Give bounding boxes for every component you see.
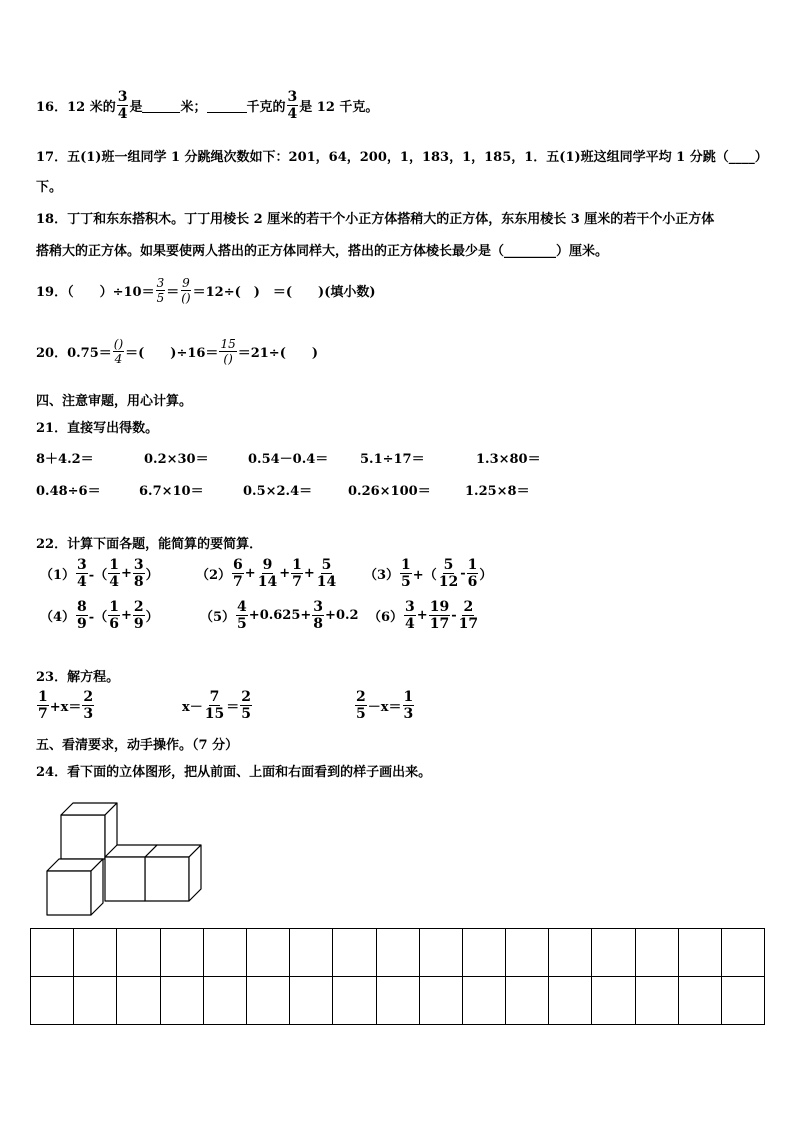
q22-i4-op-2: + [120, 608, 132, 623]
q22-item-3 [364, 558, 492, 589]
q21-r1-c2: 0.2×30＝ [144, 452, 209, 467]
q23-equation-3 [354, 690, 415, 721]
grid-row-1 [31, 929, 765, 977]
q22-i6-op-1: + [416, 608, 428, 623]
q22-i2-frac-4: $\frac{5}{14}$ [316, 557, 337, 590]
grid-cell[interactable] [160, 929, 203, 977]
question-17-line-2: 下。 [36, 180, 63, 195]
grid-cell[interactable] [333, 977, 376, 1025]
q22-i1-op-1: -（ [88, 568, 108, 583]
grid-cell[interactable] [203, 977, 246, 1025]
q22-i5-frac-1: $\frac{4}{5}$ [237, 599, 247, 632]
question-16 [36, 90, 378, 121]
q22-i4-op-1: -（ [88, 610, 108, 625]
q20-text-2: ＝( )÷16＝ [125, 346, 219, 361]
grid-cell[interactable] [246, 977, 289, 1025]
grid-cell[interactable] [419, 977, 462, 1025]
q22-i3-frac-2: $\frac{5}{12}$ [438, 557, 459, 590]
q23-e2-frac-2: $\frac{2}{5}$ [241, 689, 252, 722]
q22-i1-frac-2: $\frac{1}{4}$ [109, 557, 119, 590]
grid-cell[interactable] [635, 929, 678, 977]
grid-cell[interactable] [203, 929, 246, 977]
q22-i3-op-2: - [460, 566, 466, 581]
grid-row-2 [31, 977, 765, 1025]
q22-item-2-label: （2） [196, 568, 232, 583]
q23-e2-text: x－ [182, 700, 203, 715]
cube-r1-front [105, 857, 145, 901]
q16-text-2: 是 [129, 100, 143, 115]
q16-blank-2[interactable] [207, 98, 247, 113]
grid-cell[interactable] [549, 929, 592, 977]
q16-text-4: 千克的 [246, 100, 286, 115]
q20-fraction-1: $\frac{()}{4}$ [113, 337, 124, 366]
q16-text-3: 米； [180, 100, 207, 115]
q22-i4-frac-2: $\frac{1}{6}$ [109, 599, 119, 632]
grid-cell[interactable] [376, 929, 419, 977]
q22-i3-op-1: +（ [412, 568, 437, 583]
question-19 [36, 277, 376, 304]
grid-cell[interactable] [31, 929, 74, 977]
q22-i5-op-2: +0.2 [325, 608, 359, 623]
q22-i4-frac-3: $\frac{2}{9}$ [133, 599, 144, 632]
q16-fraction-1: $\frac{3}{4}$ [117, 89, 128, 122]
q22-i2-frac-3: $\frac{1}{7}$ [292, 557, 302, 590]
section-5-heading: 五、看清要求，动手操作。（7 分） [36, 738, 239, 753]
question-20 [36, 338, 318, 365]
q21-r1-c4: 5.1÷17＝ [360, 452, 425, 467]
q19-text-1: 19．（ ）÷10＝ [36, 285, 155, 300]
q23-e1-op: +x＝ [49, 700, 82, 715]
q22-item-5-label: （5） [200, 610, 236, 625]
grid-cell[interactable] [117, 977, 160, 1025]
q23-e1-frac-1: $\frac{1}{7}$ [38, 689, 48, 722]
q23-e3-op: －x＝ [367, 700, 402, 715]
grid-cell[interactable] [31, 977, 74, 1025]
q19-fraction-1: $\frac{3}{5}$ [156, 276, 165, 305]
grid-cell[interactable] [722, 929, 765, 977]
q21-r1-c5: 1.3×80＝ [476, 452, 541, 467]
q16-text-5: 是 12 千克。 [299, 100, 379, 115]
grid-cell[interactable] [592, 977, 635, 1025]
q22-i1-op-2: + [120, 566, 132, 581]
grid-cell[interactable] [376, 977, 419, 1025]
q22-i2-frac-2: $\frac{9}{14}$ [257, 557, 278, 590]
grid-cell[interactable] [160, 977, 203, 1025]
q16-blank-1[interactable] [142, 98, 180, 113]
q20-text-1: 20．0.75＝ [36, 346, 112, 361]
cube-front-front [47, 871, 91, 915]
grid-cell[interactable] [74, 977, 117, 1025]
q21-r1-c1: 8＋4.2＝ [36, 452, 94, 467]
question-21-title: 21．直接写出得数。 [36, 421, 159, 436]
q23-e3-frac-2: $\frac{1}{3}$ [403, 689, 414, 722]
question-17-line-1: 17．五(1)班一组同学 1 分跳绳次数如下：201，64，200，1，183，1，185，1．五(1)班这组同学平均 1 分跳（____） [36, 150, 768, 165]
q22-i3-op-3: ） [479, 568, 493, 583]
q22-i3-frac-3: $\frac{1}{6}$ [467, 557, 478, 590]
question-18-line-2: 搭稍大的正方体。如果要使两人搭出的正方体同样大，搭出的正方体棱长最少是（________）厘米。 [36, 244, 609, 259]
q21-r2-c4: 0.26×100＝ [348, 484, 431, 499]
q22-item-3-label: （3） [364, 568, 400, 583]
grid-cell[interactable] [678, 929, 721, 977]
grid-cell[interactable] [246, 929, 289, 977]
q21-r1-c3: 0.54－0.4＝ [248, 452, 329, 467]
q19-text-2: ＝ [166, 285, 180, 300]
grid-cell[interactable] [74, 929, 117, 977]
question-22-title: 22．计算下面各题，能简算的要简算． [36, 537, 263, 552]
cube-figure [40, 790, 220, 920]
q23-e2-frac-1: $\frac{7}{15}$ [204, 689, 225, 722]
grid-cell[interactable] [333, 929, 376, 977]
q19-fraction-2: $\frac{9}{()}$ [181, 276, 191, 305]
question-23-title: 23．解方程。 [36, 670, 120, 685]
q22-item-1-label: （1） [40, 568, 76, 583]
grid-cell[interactable] [722, 977, 765, 1025]
q22-i5-frac-2: $\frac{3}{8}$ [313, 599, 324, 632]
q21-r2-c1: 0.48÷6＝ [36, 484, 101, 499]
q23-equation-2 [182, 690, 253, 721]
q22-i2-op-1: + [244, 566, 256, 581]
grid-cell[interactable] [549, 977, 592, 1025]
q22-i2-op-2: + [279, 566, 291, 581]
q22-i6-frac-3: $\frac{2}{17}$ [458, 599, 479, 632]
q22-item-6 [368, 600, 480, 631]
q22-i2-op-3: + [303, 566, 315, 581]
section-4-heading: 四、注意审题，用心计算。 [36, 394, 193, 409]
grid-cell[interactable] [419, 929, 462, 977]
grid-cell[interactable] [592, 929, 635, 977]
q20-text-3: ＝21÷( ) [237, 346, 319, 361]
q21-r2-c3: 0.5×2.4＝ [243, 484, 313, 499]
q22-item-5 [200, 600, 359, 631]
grid-cell[interactable] [506, 929, 549, 977]
grid-cell[interactable] [290, 929, 333, 977]
q21-r2-c5: 1.25×8＝ [465, 484, 530, 499]
q22-i5-op-1: +0.625+ [248, 608, 312, 623]
q22-i6-frac-1: $\frac{3}{4}$ [405, 599, 415, 632]
q22-i4-op-3: ） [145, 610, 159, 625]
q22-i6-op-2: - [451, 608, 457, 623]
q22-i3-frac-1: $\frac{1}{5}$ [401, 557, 411, 590]
grid-cell[interactable] [678, 977, 721, 1025]
q22-i6-frac-2: $\frac{19}{17}$ [429, 599, 450, 632]
grid-cell[interactable] [117, 929, 160, 977]
q20-fraction-2: $\frac{15}{()}$ [220, 337, 236, 366]
q16-number: 16． [36, 100, 68, 115]
q22-item-4-label: （4） [40, 610, 76, 625]
q22-i2-frac-1: $\frac{6}{7}$ [233, 557, 243, 590]
q22-item-6-label: （6） [368, 610, 404, 625]
q22-item-2 [196, 558, 338, 589]
q22-i1-frac-3: $\frac{3}{8}$ [133, 557, 144, 590]
grid-cell[interactable] [462, 977, 505, 1025]
q16-text-1: 12 米的 [67, 100, 116, 115]
question-24-title: 24．看下面的立体图形，把从前面、上面和右面看到的样子画出来。 [36, 765, 432, 780]
q22-item-1 [40, 558, 159, 589]
q22-item-4 [40, 600, 159, 631]
cube-r2-front [145, 857, 189, 901]
q23-e3-frac-1: $\frac{2}{5}$ [356, 689, 366, 722]
cube-top-front [61, 815, 105, 859]
q23-e1-frac-2: $\frac{2}{3}$ [83, 689, 94, 722]
q22-i1-frac-1: $\frac{3}{4}$ [77, 557, 87, 590]
drawing-grid [30, 928, 765, 1025]
grid-cell[interactable] [462, 929, 505, 977]
q16-fraction-2: $\frac{3}{4}$ [287, 89, 298, 122]
q21-r2-c2: 6.7×10＝ [139, 484, 204, 499]
grid-cell[interactable] [635, 977, 678, 1025]
question-18-line-1: 18．丁丁和东东搭积木。丁丁用棱长 2 厘米的若干个小正方体搭稍大的正方体，东东用棱长 3 厘米的若干个小正方体 [36, 212, 715, 227]
q23-equation-1 [36, 690, 95, 721]
q22-i1-op-3: ） [145, 568, 159, 583]
q19-text-3: ＝12÷( ) ＝( )(填小数) [192, 285, 376, 300]
grid-cell[interactable] [506, 977, 549, 1025]
q23-e2-op: ＝ [226, 700, 240, 715]
grid-cell[interactable] [290, 977, 333, 1025]
q22-i4-frac-1: $\frac{8}{9}$ [77, 599, 87, 632]
